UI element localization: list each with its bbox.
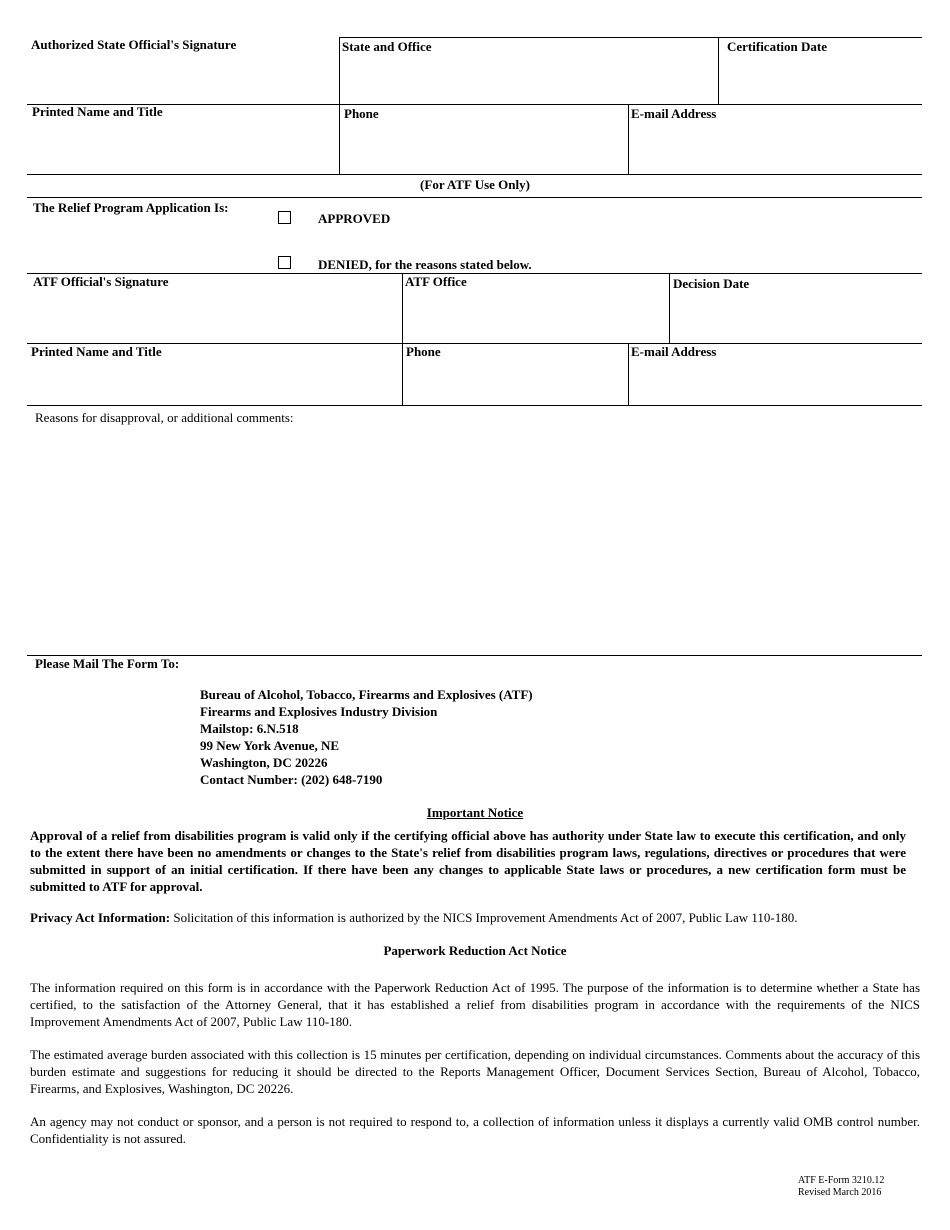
privacy-label: Privacy Act Information: [30, 910, 171, 925]
state-phone-label: Phone [344, 106, 379, 121]
rule-atf-row3 [27, 405, 922, 406]
important-notice-text: Approval of a relief from disabilities program is valid only if the certifying official above has authority under State law to execute this certification, and only to the extent there have been no amendments or changes to the State's relief from disabilities program laws, regulations, directives or procedures that were submitted in support of an initial certification. If there have been any changes to applicable State laws or procedures, a new certification form must be submitted to ATF for approval. [30, 828, 906, 894]
state-phone-field[interactable] [340, 105, 627, 173]
paperwork-paragraph-3: An agency may not conduct or sponsor, and a person is not required to respond to, a collection of information unless it displays a currently valid OMB control number. Confidentiality is not assured. [30, 1114, 920, 1146]
paperwork-title: Paperwork Reduction Act Notice [383, 943, 567, 958]
state-signature-label: Authorized State Official's Signature [31, 37, 237, 52]
paperwork-paragraph-1: The information required on this form is in accordance with the Paperwork Reduction Act of 1995. The purpose of the information is to determine whether a State has certified, to the satisfaction of the Attorney General, that it has established a relief from disabilities program in accordance with the requirements of the NICS Improvement Amendments Act of 2007, Public Law 110-180. [30, 980, 920, 1029]
rule-atf-top [27, 197, 922, 198]
state-printed-name-label: Printed Name and Title [32, 104, 163, 119]
reasons-label: Reasons for disapproval, or additional comments: [35, 410, 294, 425]
form-footer [798, 1175, 884, 1199]
denied-checkbox[interactable] [278, 256, 291, 269]
address-line: Contact Number: (202) 648-7190 [200, 772, 383, 787]
atf-use-header: (For ATF Use Only) [420, 177, 530, 192]
rule-row2 [27, 174, 922, 175]
mail-address [200, 686, 533, 788]
address-line: Bureau of Alcohol, Tobacco, Firearms and Explosives (ATF) [200, 687, 533, 702]
atf-printed-name-label: Printed Name and Title [31, 344, 162, 359]
atf-office-label: ATF Office [405, 274, 467, 289]
form-number: ATF E-Form 3210.12 [798, 1175, 885, 1186]
address-line: Mailstop: 6.N.518 [200, 721, 299, 736]
atf-signature-label: ATF Official's Signature [33, 274, 169, 289]
address-line: Firearms and Explosives Industry Division [200, 704, 438, 719]
application-label: The Relief Program Application Is: [33, 200, 229, 215]
privacy-act [30, 909, 920, 926]
decision-date-label: Decision Date [673, 276, 750, 291]
paperwork-paragraph-2: The estimated average burden associated with this collection is 15 minutes per certification, depending on individual circumstances. Comments about the accuracy of this burden estimate and suggestions for reducing it should be directed to the Reports Management Officer, Document Services Section, Bureau of Alcohol, Tobacco, Firearms, and Explosives, Washington, DC 20226. [30, 1047, 920, 1096]
reasons-field[interactable] [28, 430, 921, 652]
address-line: Washington, DC 20226 [200, 755, 328, 770]
approved-label: APPROVED [318, 211, 391, 226]
revised-date: Revised March 2016 [798, 1187, 882, 1198]
denied-label: DENIED, for the reasons stated below. [318, 257, 532, 272]
address-line: 99 New York Avenue, NE [200, 738, 340, 753]
certification-date-label: Certification Date [727, 39, 827, 54]
atf-phone-label: Phone [406, 344, 441, 359]
atf-email-label: E-mail Address [631, 344, 717, 359]
state-office-label: State and Office [342, 39, 432, 54]
important-notice-title: Important Notice [426, 805, 524, 820]
mail-heading: Please Mail The Form To: [35, 656, 180, 671]
approved-checkbox[interactable] [278, 211, 291, 224]
privacy-text: Solicitation of this information is authorized by the NICS Improvement Amendments Act of 2007, Public Law 110-180. [170, 910, 798, 925]
state-email-label: E-mail Address [631, 106, 717, 121]
